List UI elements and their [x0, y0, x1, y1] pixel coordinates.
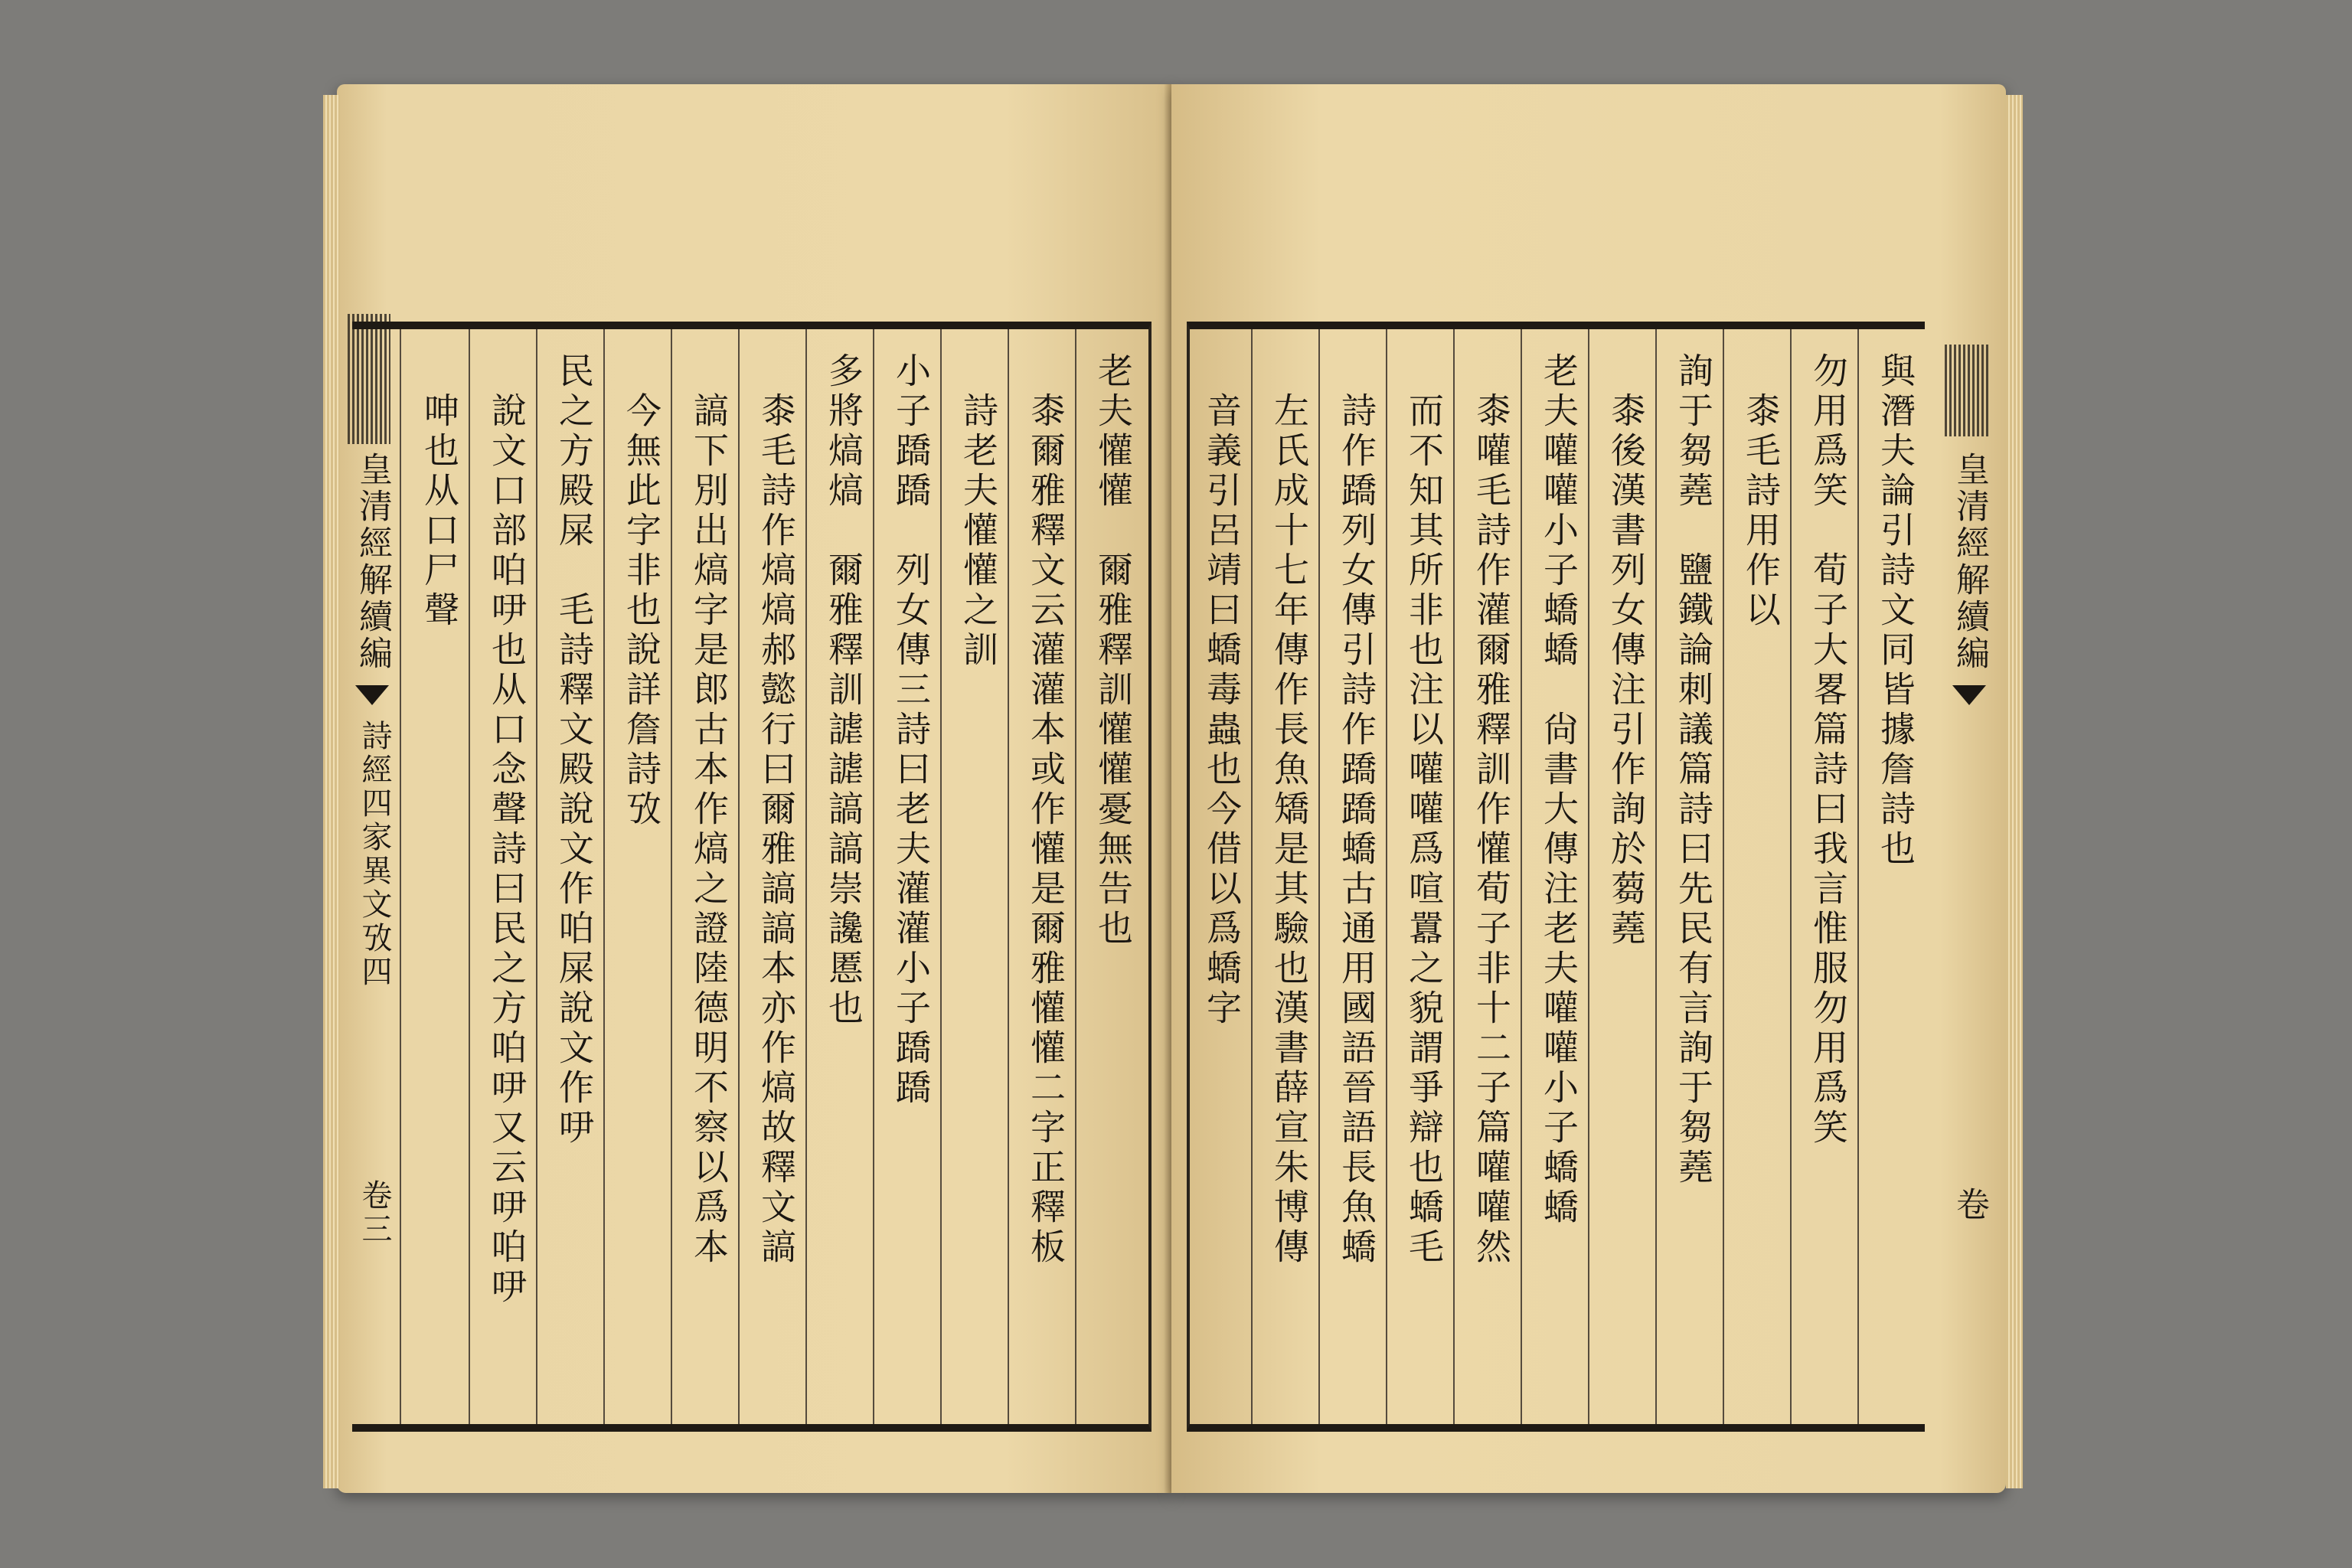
text-column-7: 桼嚾毛詩作灌爾雅釋訓作懽荀子非十二子篇嚾嚾然	[1471, 352, 1512, 1268]
text-column-6: 老夫嚾嚾小子蟜蟜 尙書大傳注老夫嚾嚾小子蟜蟜	[1538, 352, 1579, 1228]
text-column-9: 詩作蹻列女傳引詩作蹻蹻蟜古通用國語晉語長魚蟜	[1336, 352, 1377, 1268]
text-frame-left	[352, 322, 1152, 1432]
text-column-5: 桼後漢書列女傳注引作詢於蒭蕘	[1606, 352, 1647, 949]
volume-mark: 卷三	[357, 1179, 392, 1246]
open-book	[337, 84, 2006, 1493]
text-column-8: 今無此字非也說詳詹詩攷	[621, 352, 662, 830]
left-page	[337, 84, 1171, 1493]
text-column-3: 桼毛詩用作以	[1740, 352, 1782, 631]
text-column-1: 老夫懽懽 爾雅釋訓懽懽憂無告也	[1093, 352, 1134, 949]
margin-title: 皇清經解續編	[353, 452, 392, 672]
text-column-4: 小子蹻蹻 列女傳三詩曰老夫灌灌小子蹻蹻	[890, 352, 932, 1109]
ink-smudge	[1945, 345, 1991, 436]
page-edges-left	[323, 95, 340, 1488]
text-column-6: 桼毛詩作熇熇郝懿行曰爾雅謞謞本亦作熇故釋文謞	[756, 352, 797, 1268]
text-column-11: 呻也从口尸聲	[419, 352, 460, 631]
text-column-4: 詢于芻蕘 鹽鐵論刺議篇詩曰先民有言詢于芻蕘	[1673, 352, 1714, 1188]
margin-title: 皇清經解續編	[1950, 452, 1989, 672]
right-page	[1171, 84, 2006, 1493]
text-column-8: 而不知其所非也注以嚾嚾爲喧囂之貌謂爭辯也蟜毛	[1403, 352, 1445, 1268]
page-edges-right	[2006, 95, 2023, 1488]
text-column-10: 左氏成十七年傳作長魚矯是其驗也漢書薛宣朱博傳	[1269, 352, 1310, 1268]
text-column-3: 詩老夫懽懽之訓	[958, 352, 999, 671]
text-column-5: 多將熇熇 爾雅釋訓謔謔謞謞崇讒慝也	[823, 352, 864, 1029]
text-column-2: 勿用爲笑 荀子大畧篇詩曰我言惟服勿用爲笑	[1808, 352, 1849, 1148]
text-column-2: 桼爾雅釋文云灌灌本或作懽是爾雅懽懽二字正釋板	[1025, 352, 1067, 1268]
section-title: 詩經四家異文攷四	[357, 720, 392, 989]
text-column-10: 說文口部㕷吚也从口念聲詩曰民之方㕷吚又云吚㕷吚	[486, 352, 528, 1308]
text-column-7: 謞下別出熇字是郎古本作熇之證陸德明不察以爲本	[688, 352, 730, 1268]
text-column-11: 音義引呂靖曰蟜毒蟲也今借以爲蟜字	[1201, 352, 1243, 1029]
text-frame-right	[1187, 322, 1925, 1432]
volume-mark: 卷	[1950, 1187, 1989, 1223]
text-column-1: 與潛夫論引詩文同皆據詹詩也	[1875, 352, 1916, 870]
fish-tail-mark	[1952, 685, 1986, 705]
text-column-9: 民之方殿屎 毛詩釋文殿說文作㕷屎說文作吚	[554, 352, 595, 1148]
